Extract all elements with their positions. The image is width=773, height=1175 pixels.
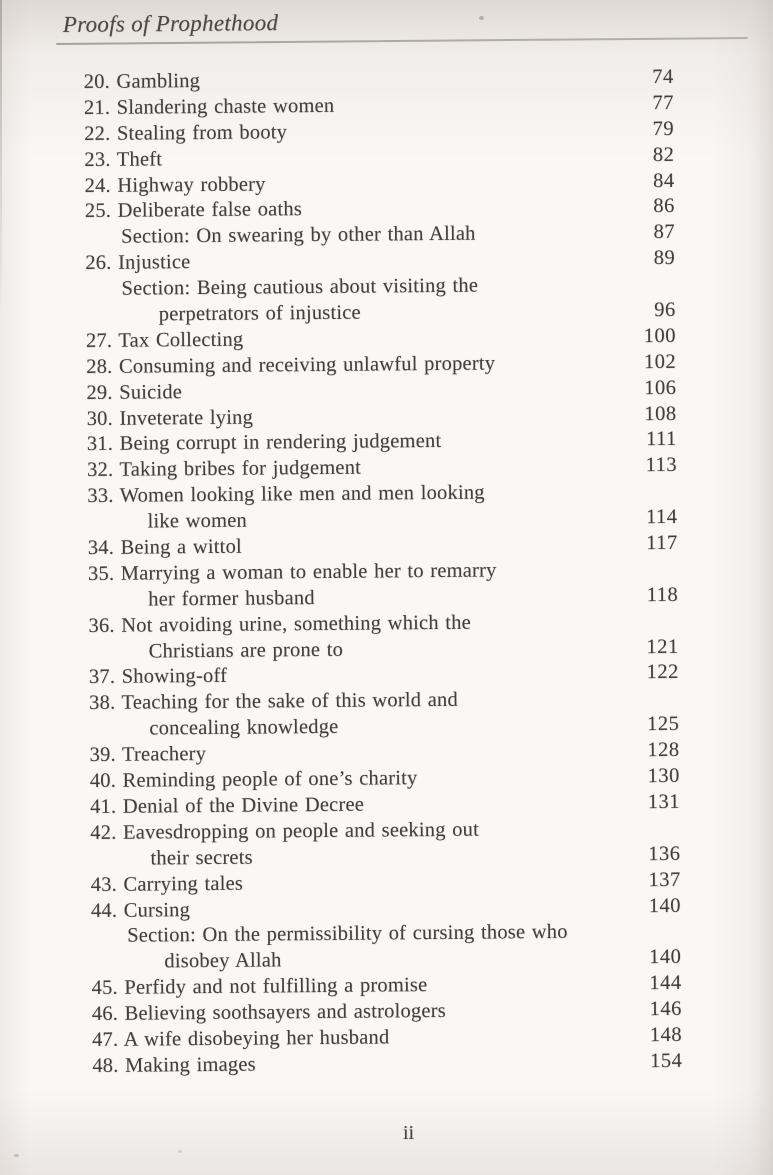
running-header-title: Proofs of Prophethood — [62, 10, 279, 37]
toc-entry-page: 106 — [644, 376, 677, 399]
toc-entry-text: disobey Allah — [164, 949, 282, 973]
toc-entry-page: 146 — [649, 997, 682, 1021]
toc-entry-text: 34. Being a wittol — [87, 535, 242, 560]
toc-entry-page: 79 — [652, 117, 675, 140]
toc-entry-page — [617, 272, 675, 298]
toc-entry-page: 117 — [646, 531, 678, 555]
toc-entry-text: 24. Highway robbery — [84, 172, 266, 197]
toc-entry-text: 42. Eavesdropping on people and seeking out — [90, 818, 480, 844]
toc-entry-text: 35. Marrying a woman to enable her to remarry — [87, 559, 497, 585]
toc-entry-page: 125 — [646, 713, 680, 736]
toc-entry-page: 74 — [652, 65, 674, 89]
toc-entry-text: 46. Believing soothsayers and astrologers — [91, 999, 446, 1026]
toc-entry-text: 38. Teaching for the sake of this world and — [89, 689, 459, 715]
toc-entry-page: 89 — [653, 247, 676, 270]
toc-entry-page — [621, 686, 679, 712]
page-left-edge-shadow — [0, 0, 2, 320]
toc-entry-text: 23. Theft — [84, 148, 163, 171]
toc-entry-page: 114 — [645, 505, 678, 529]
toc-entry-text: 20. Gambling — [83, 70, 201, 94]
toc-entry-text: 43. Carrying tales — [90, 872, 244, 896]
toc-entry-page: 140 — [649, 946, 682, 969]
toc-entry-page: 111 — [646, 428, 677, 451]
toc-entry-text: 27. Tax Collecting — [85, 328, 244, 352]
toc-entry-text: 26. Injustice — [85, 251, 191, 275]
toc-entry-text: 29. Suicide — [86, 380, 183, 404]
toc-entry-text: 45. Perfidy and not fulfilling a promise — [91, 974, 428, 1000]
toc-entry-page: 122 — [646, 661, 679, 684]
toc-entry-page: 113 — [645, 454, 678, 477]
toc-entry-text: 37. Showing-off — [88, 665, 228, 689]
toc-entry-text: 21. Slandering chaste women — [83, 94, 335, 119]
toc-entry-text: 32. Taking bribes for judgement — [86, 456, 362, 482]
toc-entry-text: 28. Consuming and receiving unlawful property — [86, 352, 496, 378]
toc-entry-page: 131 — [647, 790, 681, 814]
toc-entry-text: 40. Reminding people of one’s charity — [89, 767, 418, 793]
toc-entry-text: like women — [147, 509, 248, 533]
toc-entry-page: 140 — [648, 894, 682, 917]
toc-entry-page: 128 — [647, 739, 680, 762]
toc-entry-page: 77 — [652, 91, 674, 114]
toc-list — [84, 65, 683, 1080]
toc-entry-page: 148 — [649, 1023, 683, 1047]
toc-entry-text: 22. Stealing from booty — [84, 121, 288, 145]
toc-entry-text: 31. Being corrupt in rendering judgement — [86, 430, 442, 456]
toc-entry-page: 96 — [654, 298, 676, 322]
toc-entry-text: concealing knowledge — [149, 716, 339, 740]
toc-row — [92, 1049, 682, 1080]
toc-entry-text: 41. Denial of the Divine Decree — [89, 793, 365, 818]
toc-entry-page: 102 — [643, 350, 677, 373]
toc-entry-page: 87 — [653, 221, 676, 244]
toc-entry-text: Section: On the permissibility of cursing those who — [127, 921, 568, 948]
folio-page-number: ii — [402, 1122, 415, 1144]
scan-speck — [14, 1154, 19, 1157]
toc-entry-page: 136 — [648, 842, 681, 865]
toc-entry-page: 84 — [652, 169, 675, 192]
toc-entry-text: perpetrators of injustice — [158, 301, 361, 326]
toc-entry-text: Section: Being cautious about visiting the — [121, 274, 479, 300]
toc-entry-page: 82 — [652, 143, 675, 166]
toc-entry-text: Christians are prone to — [148, 638, 344, 663]
toc-entry-page — [623, 919, 681, 945]
toc-entry-page: 144 — [649, 972, 682, 995]
header-rule — [56, 37, 748, 45]
toc-entry-page — [619, 479, 677, 505]
toc-entry-text: 25. Deliberate false oaths — [84, 198, 303, 223]
toc-entry-text: 44. Cursing — [90, 898, 191, 922]
toc-entry-page: 100 — [643, 324, 677, 348]
toc-entry-text: her former husband — [148, 586, 315, 611]
toc-entry-page: 130 — [647, 764, 680, 788]
scan-speck — [178, 1150, 182, 1153]
toc-entry-page — [620, 557, 678, 583]
toc-entry-text: their secrets — [150, 846, 253, 870]
toc-entry-page: 86 — [653, 195, 675, 218]
toc-entry-text: Section: On swearing by other than Allah — [120, 222, 476, 249]
toc-entry-text: 30. Inveterate lying — [86, 406, 254, 430]
toc-entry-page: 118 — [646, 583, 679, 606]
toc-entry-text: 39. Treachery — [89, 743, 207, 767]
toc-entry-text: 48. Making images — [92, 1053, 256, 1077]
toc-entry-page: 137 — [648, 868, 681, 891]
scan-speck — [479, 16, 484, 20]
toc-entry-page — [622, 816, 680, 842]
toc-entry-page — [620, 609, 678, 635]
running-header — [56, 6, 748, 45]
toc-entry-page: 108 — [644, 402, 677, 425]
toc-entry-text: 36. Not avoiding urine, something which the — [88, 611, 471, 637]
toc-entry-text: 33. Women looking like men and men looking — [87, 481, 485, 508]
toc-entry-page: 154 — [649, 1049, 683, 1072]
toc-entry-text: 47. A wife disobeying her husband — [91, 1026, 390, 1051]
toc-entry-page: 121 — [646, 635, 679, 658]
